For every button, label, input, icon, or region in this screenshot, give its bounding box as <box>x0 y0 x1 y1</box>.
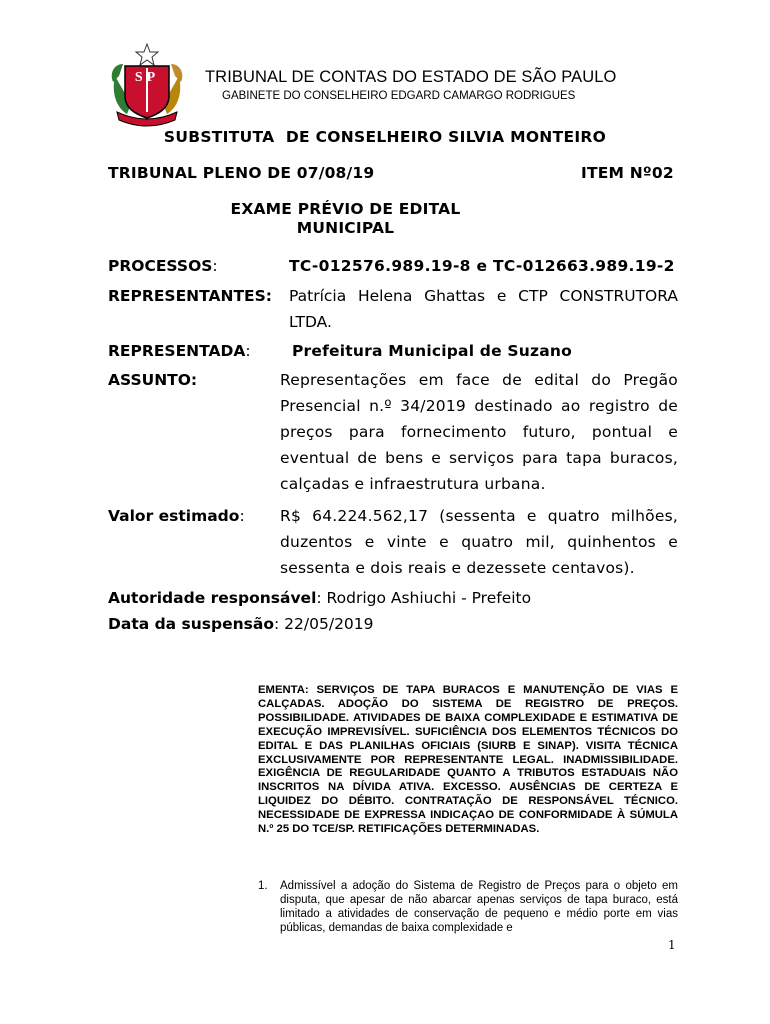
ementa-block: EMENTA: SERVIÇOS DE TAPA BURACOS E MANUTENÇÃO DE VIAS E CALÇADAS. ADOÇÃO DO SISTEMA DE REGISTRO DE PREÇOS. POSSIBILIDADE. ATIVIDADES DE BAIXA COMPLEXIDADE E ESTIMATIVA DE EXECUÇÃO IMPREVISÍVEL. SUFICIÊNCIA DOS ELEMENTOS TÉCNICOS DO EDITAL E DAS PLANILHAS OFICIAIS (SIURB E SINAP). VISITA TÉCNICA EXCLUSIVAMENTE POR REPRESENTANTE LEGAL. INADMISSIBILIDADE. EXIGÊNCIA DE REGULARIDADE QUANTO A TRIBUTOS ESTADUAIS NÃO INSCRITOS NA DÍVIDA ATIVA. EXCESSO. AUSÊNCIAS DE CERTEZA E LIQUIDEZ DO DÉBITO. CONTRATAÇÃO DE RESPONSÁVEL TÉCNICO. NECESSIDADE DE EXPRESSA INDICAÇAO DE CONFORMIDADE À SÚMULA N.º 25 DO TCE/SP. RETIFICAÇÕES DETERMINADAS. <box>258 684 678 836</box>
item-number: ITEM Nº02 <box>581 164 674 182</box>
valor-value: R$ 64.224.562,17 (sessenta e quatro milhões, duzentos e vinte e quatro mil, quinhentos e sessenta e dois reais e dezessete centavos). <box>280 507 678 577</box>
representada-label: REPRESENTADA: <box>108 342 251 360</box>
page-number: 1 <box>668 938 676 952</box>
suspensao-line: Data da suspensão: 22/05/2019 <box>108 615 374 633</box>
processos-value: TC-012576.989.19-8 e TC-012663.989.19-2 <box>289 257 675 275</box>
assunto-label: ASSUNTO: <box>108 371 198 389</box>
paragraph-number: 1. <box>258 880 268 892</box>
exam-title-line2: MUNICIPAL <box>296 219 395 237</box>
autoridade-label: Autoridade responsável <box>108 589 317 607</box>
representada-value: Prefeitura Municipal de Suzano <box>292 342 572 360</box>
suspensao-label: Data da suspensão <box>108 615 275 633</box>
org-title: TRIBUNAL DE CONTAS DO ESTADO DE SÃO PAULO <box>205 68 617 86</box>
processos-label: PROCESSOS: <box>108 257 218 275</box>
paragraph-text: Admissível a adoção do Sistema de Registro de Preços para o objeto em disputa, que apesar de não abarcar apenas serviços de tapa buraco, está limitado a atividades de conservação de pequeno e médio porte em vias públicas, demandas de baixa complexidade e <box>280 880 678 934</box>
exam-title <box>208 200 483 238</box>
representantes-value-cont: LTDA. <box>289 313 332 331</box>
logo-letters: SP <box>134 70 160 85</box>
assunto-value: Representações em face de edital do Pregão Presencial n.º 34/2019 destinado ao registro de preços para fornecimento futuro, pontual e eventual de bens e serviços para tapa buracos, calçadas e infraestrutura urbana. <box>280 371 678 493</box>
representantes-value: Patrícia Helena Ghattas e CTP CONSTRUTORA <box>289 287 678 305</box>
session-date: TRIBUNAL PLENO DE 07/08/19 <box>108 164 375 182</box>
paragraph-1 <box>258 879 678 935</box>
suspensao-value: 22/05/2019 <box>284 615 374 633</box>
representantes-label: REPRESENTANTES: <box>108 287 272 305</box>
exam-title-line1: EXAME PRÉVIO DE EDITAL <box>230 200 461 218</box>
valor-label: Valor estimado: <box>108 507 245 525</box>
autoridade-value: Rodrigo Ashiuchi - Prefeito <box>326 589 532 607</box>
org-subtitle: GABINETE DO CONSELHEIRO EDGARD CAMARGO RODRIGUES <box>222 90 576 102</box>
autoridade-line: Autoridade responsável: Rodrigo Ashiuchi - Prefeito <box>108 589 532 607</box>
substitute-line: SUBSTITUTA DE CONSELHEIRO SILVIA MONTEIRO <box>163 128 607 146</box>
